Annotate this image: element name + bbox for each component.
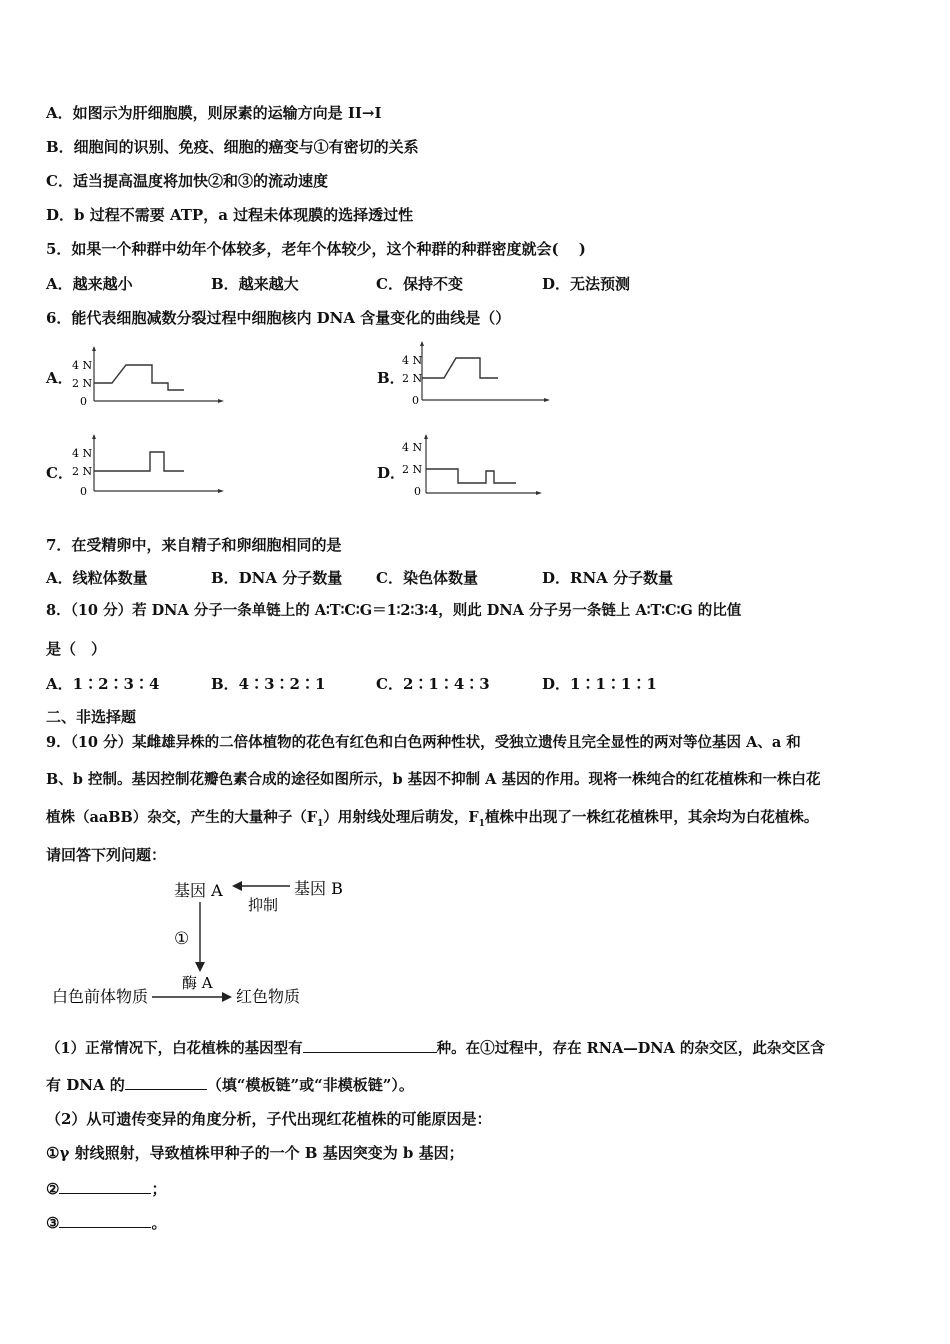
q7-option-d: D．RNA 分子数量 <box>542 569 674 587</box>
axis-2n: 2 N <box>72 377 93 390</box>
section-heading: 二、非选择题 <box>46 708 137 726</box>
q8-option-b: B．4∶3∶2∶1 <box>211 675 326 693</box>
answer-blank-2[interactable] <box>125 1074 207 1090</box>
q4-option-c: C．适当提高温度将加快②和③的流动速度 <box>46 172 328 190</box>
q6-graph-d <box>398 433 548 499</box>
answer-blank-3[interactable] <box>59 1178 151 1194</box>
axis-2n: 2 N <box>402 372 423 385</box>
q9-reason-2: ② ； <box>46 1180 167 1198</box>
q7-option-b: B．DNA 分子数量 <box>211 569 343 587</box>
axis-4n: 4 N <box>72 447 93 460</box>
answer-blank-1[interactable] <box>303 1037 437 1053</box>
q6-graph-b <box>398 340 558 406</box>
q6-graph-a <box>70 345 230 407</box>
axis-4n: 4 N <box>402 441 423 454</box>
q9-reason-1: ①γ 射线照射，导致植株甲种子的一个 B 基因突变为 b 基因； <box>46 1144 464 1162</box>
q6-option-a-label: A． <box>46 369 73 387</box>
q9-stem-line2: B、b 控制。基因控制花瓣色素合成的途径如图所示，b 基因不抑制 A 基因的作用。现将一株纯合的红花植株和一株白花 <box>46 771 821 788</box>
inhibit-label: 抑制 <box>248 896 279 914</box>
answer-blank-4[interactable] <box>59 1212 151 1228</box>
axis-4n: 4 N <box>402 354 423 367</box>
q5-stem: 5．如果一个种群中幼年个体较多，老年个体较少，这个种群的种群密度就会( ) <box>46 240 586 258</box>
q9-stem-line3: 植株（aaBB）杂交，产生的大量种子$(F_1)$用射线处理后萌发，$F_1$植株中出现了一株红花植株甲，其余均为白花植株。 <box>46 809 819 829</box>
dna-curve <box>422 358 498 378</box>
q5-option-d: D．无法预测 <box>542 275 631 293</box>
axis-4n: 4 N <box>72 359 93 372</box>
dna-curve <box>426 469 516 483</box>
q5-option-b: B．越来越大 <box>211 275 299 293</box>
q6-option-d-label: D． <box>377 464 406 482</box>
q9-stem-line1: 9．（10 分）某雌雄异株的二倍体植物的花色有红色和白色两种性状，受独立遗传且完全显性的两对等位基因 A、a 和 <box>46 734 801 751</box>
product-label: 红色物质 <box>236 987 301 1006</box>
q6-option-c-label: C． <box>46 464 73 482</box>
q6-option-b-label: B． <box>377 369 405 387</box>
q4-option-d: D．b 过程不需要 ATP，a 过程未体现膜的选择透过性 <box>46 206 414 224</box>
axis-0: 0 <box>414 485 421 498</box>
q5-option-a: A．越来越小 <box>46 275 133 293</box>
pathway-diagram <box>48 872 348 1012</box>
axis-2n: 2 N <box>402 463 423 476</box>
q7-stem: 7．在受精卵中，来自精子和卵细胞相同的是 <box>46 536 342 554</box>
q4-option-a: A．如图示为肝细胞膜，则尿素的运输方向是 II→I <box>46 104 382 122</box>
q8-option-d: D．1∶1∶1∶1 <box>542 675 657 693</box>
q4-option-b: B．细胞间的识别、免疫、细胞的癌变与①有密切的关系 <box>46 138 419 156</box>
axis-0: 0 <box>80 485 87 498</box>
q7-option-c: C．染色体数量 <box>376 569 478 587</box>
q9-reason-3: ③ 。 <box>46 1214 167 1232</box>
q8-stem-line2: 是（ ） <box>46 640 107 658</box>
q7-option-a: A．线粒体数量 <box>46 569 148 587</box>
q8-stem-line1: 8．（10 分）若 DNA 分子一条单链上的 A∶T∶C∶G＝1∶2∶3∶4，则此 DNA 分子另一条链上 A∶T∶C∶G 的比值 <box>46 602 742 619</box>
dna-curve <box>94 365 184 390</box>
q6-stem: 6．能代表细胞减数分裂过程中细胞核内 DNA 含量变化的曲线是（） <box>46 309 511 327</box>
axis-0: 0 <box>412 394 419 406</box>
axis-2n: 2 N <box>72 465 93 478</box>
q9-part2: （2）从可遗传变异的角度分析，子代出现红花植株的可能原因是： <box>46 1110 492 1128</box>
precursor-label: 白色前体物质 <box>52 987 149 1006</box>
q9-stem-line4: 请回答下列问题： <box>46 846 167 864</box>
q8-option-a: A．1∶2∶3∶4 <box>46 675 160 693</box>
axis-0: 0 <box>80 395 87 407</box>
gene-a-label: 基因 A <box>174 881 223 900</box>
step-marker: ① <box>174 929 190 949</box>
enzyme-label: 酶 A <box>182 974 213 992</box>
q6-graph-c <box>70 433 230 499</box>
q9-part1-line1: （1）正常情况下，白花植株的基因型有 种。在①过程中，存在 RNA—DNA 的杂交区，此杂交区含 <box>46 1037 825 1059</box>
q5-option-c: C．保持不变 <box>376 275 463 293</box>
dna-curve <box>94 452 184 471</box>
gene-b-label: 基因 B <box>294 879 343 898</box>
q8-option-c: C．2∶1∶4∶3 <box>376 675 490 693</box>
q9-part1-line2: 有 DNA 的 （填“模板链”或“非模板链”）。 <box>46 1076 414 1094</box>
